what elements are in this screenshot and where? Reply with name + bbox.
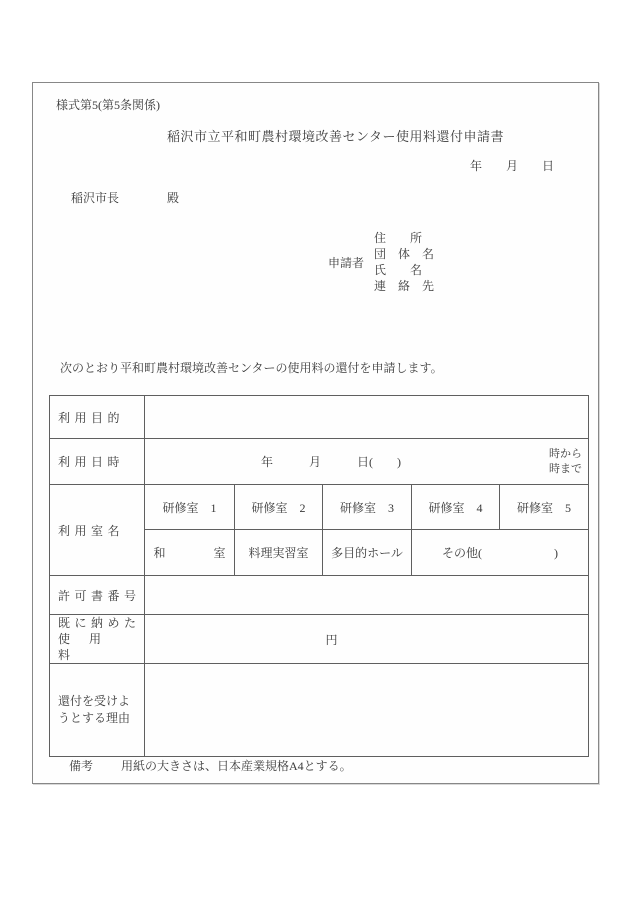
paid-fee-label — [50, 615, 145, 664]
yen-unit-label: 円 — [325, 632, 338, 647]
time-to-label: 時まで — [549, 462, 582, 475]
time-from-label: 時から — [549, 447, 582, 460]
remarks-text: 用紙の大きさは、日本産業規格A4とする。 — [121, 759, 352, 773]
refund-reason-label-line1: 還付を受けよ — [58, 694, 131, 708]
purpose-label: 利用目的 — [50, 396, 145, 439]
room-option-japanese-room: 和 室 — [145, 530, 235, 576]
remarks-line — [69, 757, 352, 774]
room-option-training2: 研修室 2 — [235, 485, 323, 530]
applicant-name-label: 氏 名 — [374, 263, 423, 277]
paid-fee-label-line1: 既に納めた — [58, 616, 141, 630]
datetime-label: 利用日時 — [50, 439, 145, 485]
refund-reason-label-line2: うとする理由 — [58, 711, 131, 725]
applicant-fields — [374, 230, 434, 294]
refund-reason-label — [50, 664, 145, 757]
table-row — [50, 576, 589, 615]
document-title: 稲沢市立平和町農村環境改善センター使用料還付申請書 — [167, 129, 504, 144]
remarks-label: 備考 — [69, 759, 94, 773]
refund-reason-input-area — [145, 664, 589, 757]
table-row — [50, 664, 589, 757]
room-option-training4: 研修室 4 — [412, 485, 500, 530]
date-line: 年 月 日 — [469, 159, 554, 173]
applicant-label: 申請者 — [328, 255, 365, 270]
room-option-training5: 研修室 5 — [500, 485, 589, 530]
applicant-block — [328, 230, 434, 294]
table-row — [50, 615, 589, 664]
form-number: 様式第5(第5条関係) — [56, 98, 160, 112]
application-table — [49, 395, 589, 757]
intro-sentence: 次のとおり平和町農村環境改善センターの使用料の還付を申請します。 — [60, 361, 443, 375]
addressee-line: 稲沢市長 殿 — [71, 191, 180, 205]
datetime-placeholder: 年 月 日( ) — [261, 455, 401, 469]
table-row — [50, 396, 589, 439]
purpose-input-area — [145, 396, 589, 439]
datetime-input-area — [145, 439, 589, 485]
room-option-training1: 研修室 1 — [145, 485, 235, 530]
time-range — [549, 447, 582, 477]
applicant-contact-label: 連 絡 先 — [374, 279, 435, 293]
form-sheet — [32, 82, 599, 784]
room-option-multipurpose-hall: 多目的ホール — [323, 530, 412, 576]
room-label: 利用室名 — [50, 485, 145, 576]
paid-fee-input-area — [145, 615, 589, 664]
applicant-address-label: 住 所 — [374, 231, 423, 245]
room-option-cooking-room: 料理実習室 — [235, 530, 323, 576]
room-option-training3: 研修室 3 — [323, 485, 412, 530]
table-row — [50, 439, 589, 485]
room-option-other: その他( ) — [412, 530, 589, 576]
applicant-organization-label: 団 体 名 — [374, 247, 435, 261]
paid-fee-label-line2: 使用料 — [58, 632, 121, 662]
permit-number-input-area — [145, 576, 589, 615]
table-row — [50, 485, 589, 530]
permit-number-label: 許可書番号 — [50, 576, 145, 615]
